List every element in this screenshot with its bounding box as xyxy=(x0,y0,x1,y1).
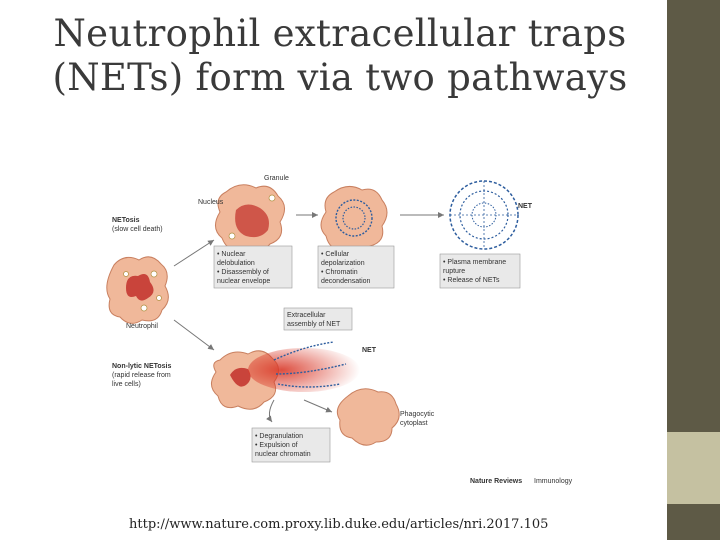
nonlytic-subtitle-1: (rapid release from xyxy=(112,372,171,379)
netosis-subtitle: (slow cell death) xyxy=(112,226,163,233)
nonlytic-subtitle-2: live cells) xyxy=(112,381,141,388)
neutrophil-label: Neutrophil xyxy=(126,323,158,330)
neutrophil-cell xyxy=(107,257,169,324)
phagocytic-label-1: Phagocytic xyxy=(400,411,435,418)
nucleus-label: Nucleus xyxy=(198,199,224,206)
box2-line-4: decondensation xyxy=(321,278,371,285)
box5-line-3: nuclear chromatin xyxy=(255,451,311,458)
box4-line-1: Extracellular xyxy=(287,312,326,319)
box2-line-1: • Cellular xyxy=(321,251,350,258)
box3-line-1: • Plasma membrane xyxy=(443,259,507,266)
box5-line-1: • Degranulation xyxy=(255,433,303,440)
nonlytic-cell xyxy=(211,342,360,409)
netosis-title: NETosis xyxy=(112,217,140,224)
box-nuclear-changes xyxy=(214,246,292,288)
phagocytic-label-2: cytoplast xyxy=(400,420,428,427)
credit-section: Immunology xyxy=(534,478,573,485)
phagocytic-cytoplast xyxy=(337,389,399,445)
title-line-2: (NETs) form via two pathways xyxy=(52,56,628,99)
net-pathway-figure xyxy=(104,170,592,490)
box4-line-2: assembly of NET xyxy=(287,321,341,328)
box1-line-2: delobulation xyxy=(217,260,255,267)
box3-line-2: rupture xyxy=(443,268,466,275)
box1-line-4: nuclear envelope xyxy=(217,278,271,285)
box-membrane-rupture xyxy=(440,254,520,288)
slide-title xyxy=(30,12,650,100)
source-url: http://www.nature.com.proxy.lib.duke.edu/articles/nri.2017.105 xyxy=(129,517,549,532)
nonlytic-title: Non-lytic NETosis xyxy=(112,363,172,370)
box-extracellular-assembly xyxy=(284,308,352,330)
box2-line-2: depolarization xyxy=(321,260,365,267)
box1-line-3: • Disassembly of xyxy=(217,269,269,276)
box-chromatin-changes xyxy=(318,246,394,288)
sidebar-accent-block xyxy=(667,432,720,504)
credit-journal: Nature Reviews xyxy=(470,478,523,485)
box1-line-1: • Nuclear xyxy=(217,251,246,258)
box3-line-3: • Release of NETs xyxy=(443,277,500,284)
netosis-cell-2 xyxy=(321,186,387,251)
net-label-mid: NET xyxy=(362,347,376,354)
box2-line-3: • Chromatin xyxy=(321,269,358,276)
net-release-cluster xyxy=(450,181,518,249)
box5-line-2: • Expulsion of xyxy=(255,442,298,449)
box-degranulation xyxy=(252,428,330,462)
netosis-cell-1 xyxy=(215,185,284,251)
net-label-top: NET xyxy=(518,203,532,210)
granule-label: Granule xyxy=(264,175,289,182)
title-line-1: Neutrophil extracellular traps xyxy=(53,12,627,55)
